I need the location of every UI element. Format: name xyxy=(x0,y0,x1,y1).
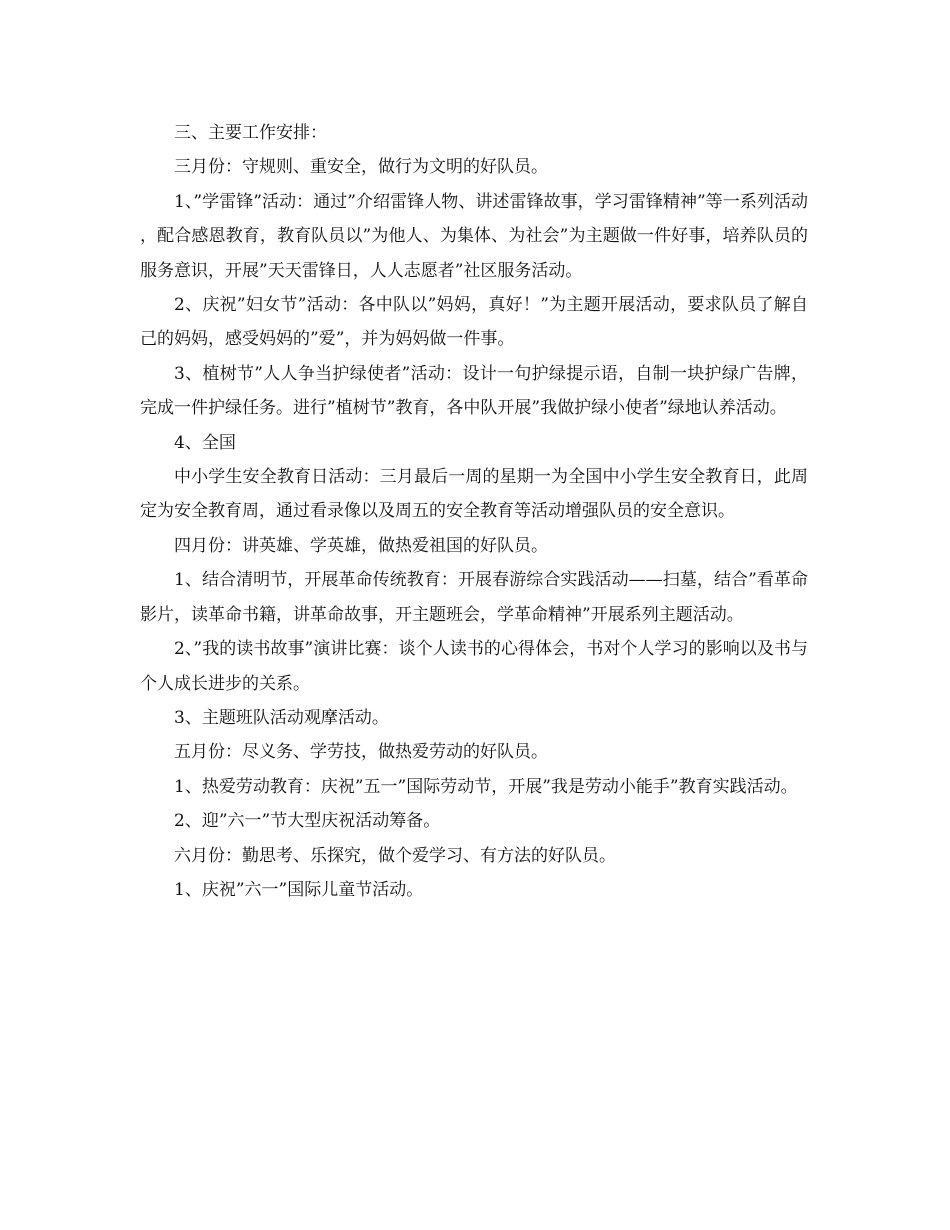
paragraph: 中小学生安全教育日活动：三月最后一周的星期一为全国中小学生安全教育日，此周定为安全教育周，通过看录像以及周五的安全教育等活动增强队员的安全意识。 xyxy=(140,467,808,522)
paragraph: 2、庆祝”妇女节”活动：各中队以”妈妈，真好！”为主题开展活动，要求队员了解自己的妈妈，感受妈妈的”爱”，并为妈妈做一件事。 xyxy=(140,295,808,350)
month-heading-april: 四月份：讲英雄、学英雄，做热爱祖国的好队员。 xyxy=(174,535,548,556)
paragraph: 1、庆祝”六一”国际儿童节活动。 xyxy=(174,879,424,900)
month-heading-march: 三月份：守规则、重安全，做行为文明的好队员。 xyxy=(174,157,548,178)
paragraph: 4、全国 xyxy=(174,432,236,453)
section-heading: 三、主要工作安排： xyxy=(174,123,327,143)
document-body xyxy=(140,116,808,907)
paragraph: 2、”我的读书故事”演讲比赛：谈个人读书的心得体会，书对个人学习的影响以及书与个人成长进步的关系。 xyxy=(140,639,808,694)
paragraph: 3、植树节”人人争当护绿使者”活动：设计一句护绿提示语，自制一块护绿广告牌，完成一件护绿任务。进行”植树节”教育，各中队开展”我做护绿小使者”绿地认养活动。 xyxy=(140,363,808,419)
paragraph: 1、结合清明节，开展革命传统教育：开展春游综合实践活动——扫墓，结合”看革命影片，读革命书籍，讲革命故事，开主题班会，学革命精神”开展系列主题活动。 xyxy=(140,570,808,625)
paragraph: 3、主题班队活动观摩活动。 xyxy=(174,707,389,728)
month-heading-may: 五月份：尽义务、学劳技，做热爱劳动的好队员。 xyxy=(174,742,548,763)
paragraph: 2、迎”六一”节大型庆祝活动筹备。 xyxy=(174,811,441,832)
paragraph: 1、热爱劳动教育：庆祝”五一”国际劳动节，开展”我是劳动小能手”教育实践活动。 xyxy=(174,776,798,797)
paragraph: 1、”学雷锋”活动：通过”介绍雷锋人物、讲述雷锋故事，学习雷锋精神”等一系列活动，配合感恩教育，教育队员以”为他人、为集体、为社会”为主题做一件好事，培养队员的服务意识，开展”天天雷锋日，人人志愿者”社区服务活动。 xyxy=(140,191,808,281)
month-heading-june: 六月份：勤思考、乐探究，做个爱学习、有方法的好队员。 xyxy=(174,845,616,866)
